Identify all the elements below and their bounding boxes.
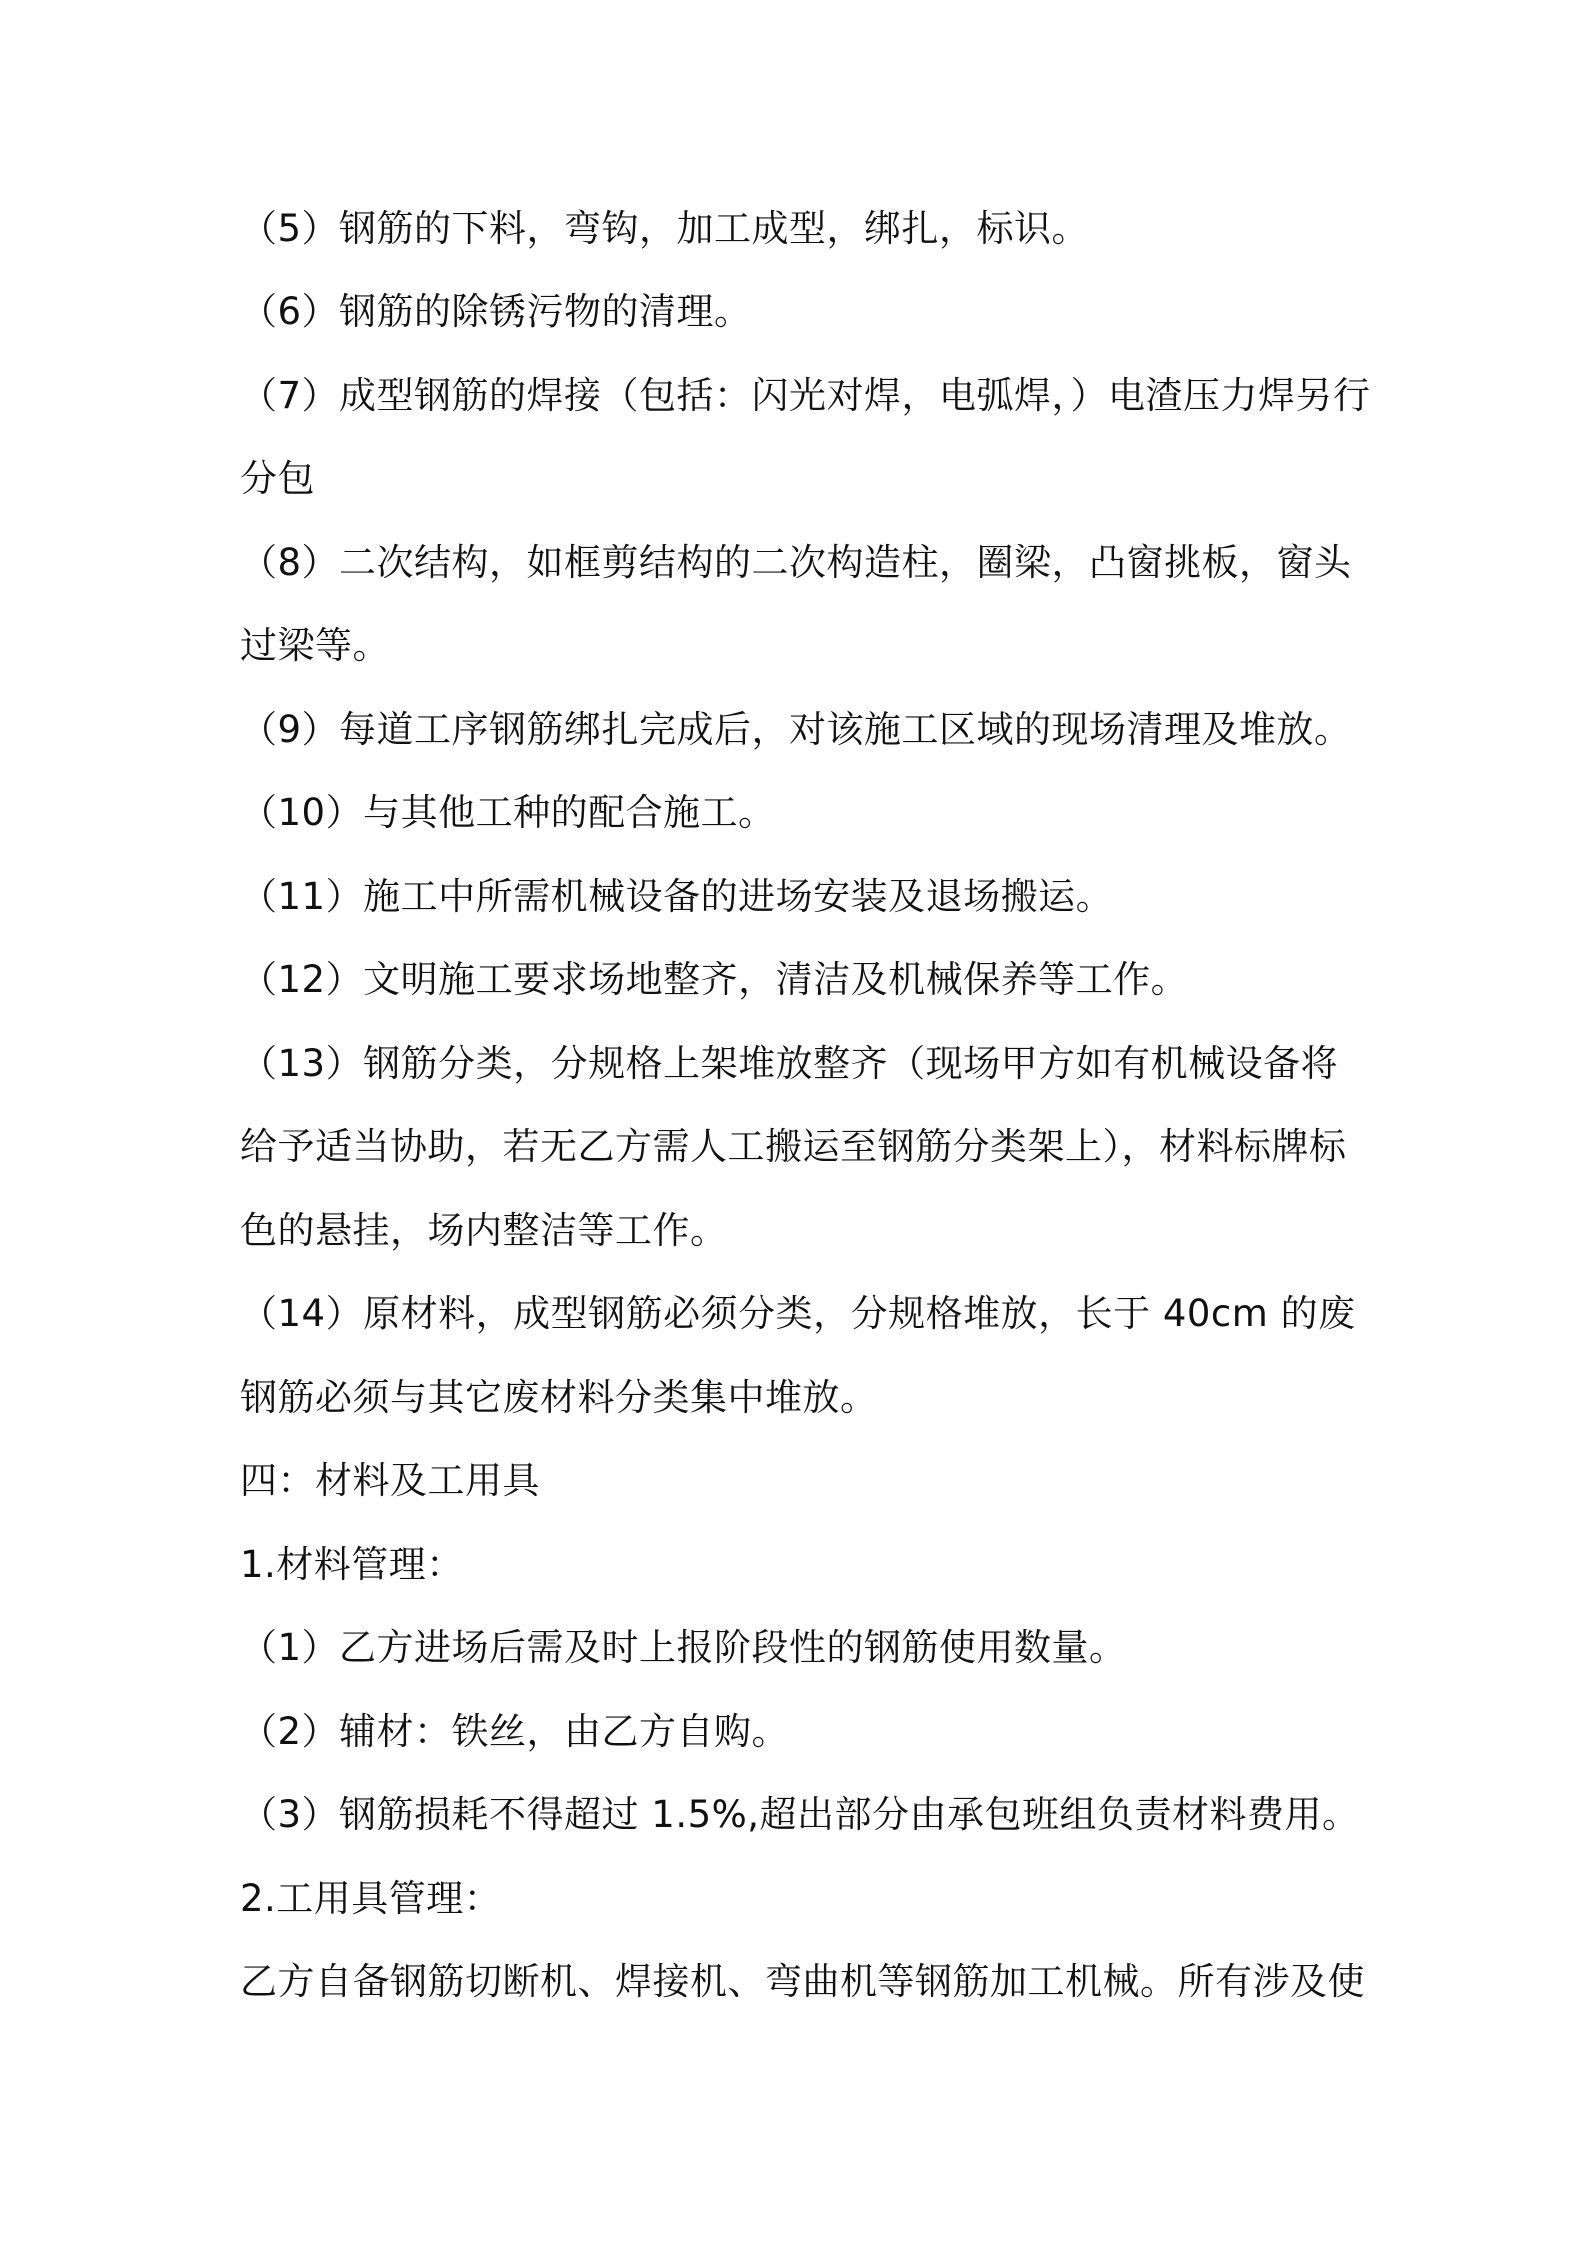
item-13-cont-2: 色的悬挂，场内整洁等工作。: [240, 1209, 728, 1252]
item-9: （9）每道工序钢筋绑扎完成后，对该施工区域的现场清理及堆放。: [240, 708, 1352, 751]
subsection-heading-1: 1.材料管理：: [240, 1543, 464, 1586]
item-12: （12）文明施工要求场地整齐，清洁及机械保养等工作。: [240, 958, 1189, 1001]
item-8-cont: 过梁等。: [240, 624, 390, 667]
item-7: （7）成型钢筋的焊接（包括：闪光对焊，电弧焊，）电渣压力焊另行: [240, 374, 1371, 417]
item-13-cont-1: 给予适当协助，若无乙方需人工搬运至钢筋分类架上），材料标牌标: [240, 1125, 1347, 1168]
subsection-heading-2: 2.工用具管理：: [240, 1877, 502, 1920]
material-item-2: （2）辅材：铁丝，由乙方自购。: [240, 1710, 790, 1753]
item-5: （5）钢筋的下料，弯钩，加工成型，绑扎，标识。: [240, 207, 1090, 250]
material-item-1: （1）乙方进场后需及时上报阶段性的钢筋使用数量。: [240, 1626, 1127, 1669]
section-heading-4: 四：材料及工用具: [240, 1459, 540, 1502]
item-13: （13）钢筋分类，分规格上架堆放整齐（现场甲方如有机械设备将: [240, 1042, 1339, 1085]
item-7-cont: 分包: [240, 457, 315, 500]
item-14-cont: 钢筋必须与其它废材料分类集中堆放。: [240, 1376, 878, 1419]
material-item-3: （3）钢筋损耗不得超过 1.5%,超出部分由承包班组负责材料费用。: [240, 1793, 1360, 1836]
item-6: （6）钢筋的除锈污物的清理。: [240, 290, 752, 333]
tools-paragraph: 乙方自备钢筋切断机、焊接机、弯曲机等钢筋加工机械。所有涉及使: [240, 1960, 1365, 2003]
item-10: （10）与其他工种的配合施工。: [240, 791, 776, 834]
item-8: （8）二次结构，如框剪结构的二次构造柱，圈梁，凸窗挑板，窗头: [240, 541, 1352, 584]
item-14: （14）原材料，成型钢筋必须分类，分规格堆放，长于 40cm 的废: [240, 1292, 1356, 1335]
item-11: （11）施工中所需机械设备的进场安装及退场搬运。: [240, 875, 1114, 918]
